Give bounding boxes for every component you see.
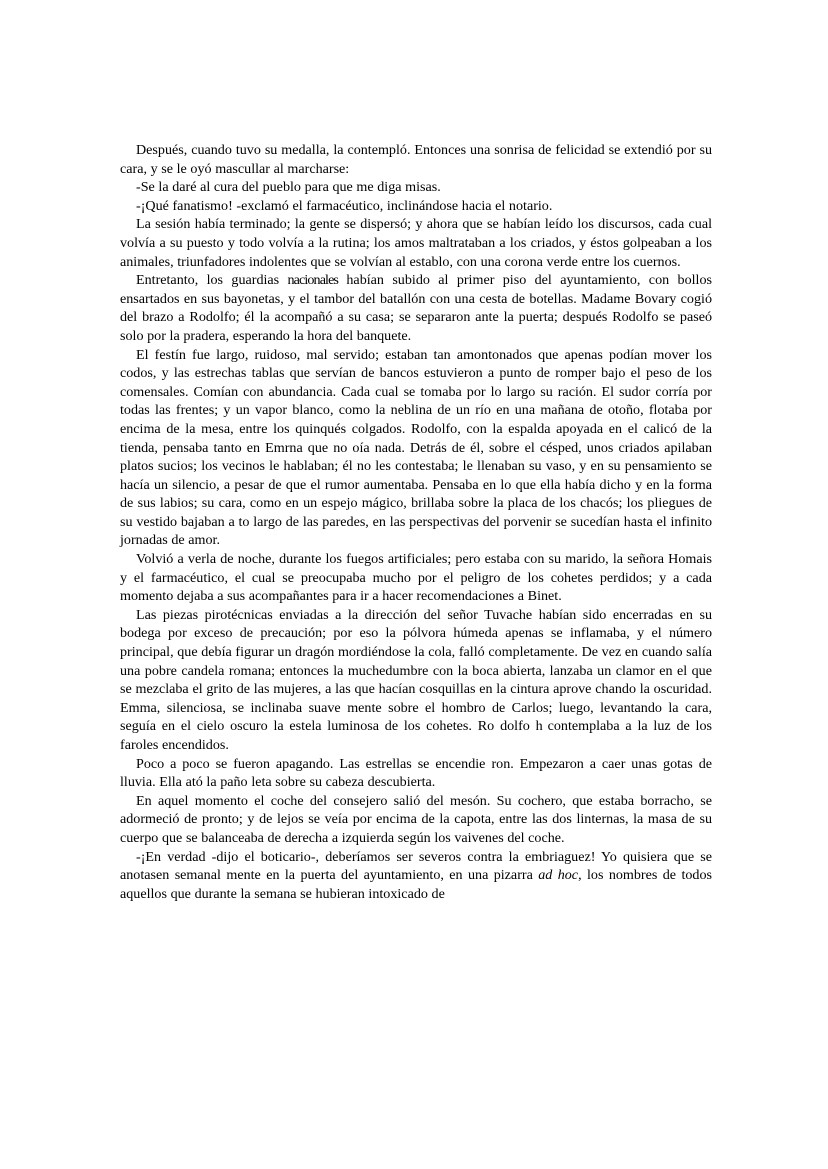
paragraph: En aquel momento el coche del consejero salió del mesón. Su cochero, que estaba borracho, se adormeció de pronto; y de lejos se veía por encima de la capota, entre las dos linternas, la masa de su cuerpo que se balanceaba de derecha a izquierda según los vaivenes del coche. — [120, 792, 712, 846]
paragraph-text-segment: contemplaba a la luz de los faroles encendidos. — [120, 718, 713, 753]
paragraph-text-segment: mente en la puerta del ayuntamiento, en una pizarra — [226, 867, 539, 884]
paragraph-text-segment: ron. Empezaron a caer unas gotas de lluvia. Ella ató la paño — [120, 755, 713, 791]
paragraph-dialogue: -¡Qué fanatismo! -exclamó el farmacéutico, inclinándose hacia el notario. — [136, 197, 553, 214]
paragraph-text-segment: leta sobre su cabeza descubierta. — [251, 774, 436, 791]
paragraph-last — [120, 848, 712, 904]
paragraph-text-segment: Poco a poco se fueron apagando. Las estrellas se encendie — [136, 755, 486, 772]
paragraph-text-segment: , los nombres de todos aquellos que durante la semana se hubieran intoxicado de — [120, 867, 712, 902]
paragraph-text-segment: dolfo — [500, 718, 536, 735]
paragraph-text-segment: habían subido al primer piso del ayuntamiento, con bollos ensartados en sus bayonetas, y el tambor del batallón con una cesta de botellas. Madame Bovary cogió del brazo a Rodolfo; él la acompañó a su casa; se separaron ante la puerta; después Rodolfo se paseó solo por la pradera, esperando la hora del banquete. — [120, 272, 712, 344]
paragraph: El festín fue largo, ruidoso, mal servido; estaban tan amontonados que apenas podían mover los codos, y las estrechas tablas que servían de bancos estuvieron a punto de romper bajo el peso de los comensales. Comían con abundancia. Cada cual se tomaba por lo largo su ración. El sudor corría por todas las frentes; y un vapor blanco, como la neblina de un río en una mañana de otoño, flotaba por encima de la mesa, entre los quinqués colgados. Rodolfo, con la espalda apoyada en el calicó de la tienda, pensaba tanto en Emrna que no oía nada. Detrás de él, sobre el césped, unos criados apilaban platos sucios; los vecinos le hablaban; él no les contestaba; le llenaban su vaso, y en su pensamiento se hacía un silencio, a pesar de que el rumor aumentaba. Pensaba en lo que ella había dicho y en la forma de sus labios; su cara, como en un espejo mágico, brillaba sobre la placa de los chacós; los pliegues de su vestido bajaban a to largo de las paredes, en las perspectivas del porvenir se sucedían hasta el infinito jornadas de amor. — [120, 346, 712, 549]
paragraph-dialogue: -Se la daré al cura del pueblo para que me diga misas. — [136, 179, 441, 196]
paragraph-text-segment: chando la oscuridad. Emma, silenciosa, se inclinaba suave — [120, 681, 712, 716]
paragraph — [120, 271, 712, 345]
paragraph-text-segment: Entretanto, los guardias — [136, 272, 288, 289]
latin-phrase-italic: ad hoc — [538, 867, 579, 884]
paragraph-text-segment: Las piezas pirotécnicas enviadas a la dirección del señor Tuvache habían sido encerradas en su bodega por exceso de precaución; por eso la pólvora húmeda apenas se inflamaba, y el número principal, que debía figurar un dragón mordiéndose la cola, falló completamente. De vez en cuando salía una pobre candela romana; entonces la muchedumbre con la boca abierta, lanzaba un clamor en el que se mezclaba el grito de las mujeres, a las que hacían cosquillas en la cintura aprove — [120, 606, 712, 698]
paragraph-text-segment: mente sobre el hombro de Carlos; luego, levantando la cara, seguía en el cielo oscuro la estela luminosa de los cohetes. Ro — [120, 699, 712, 735]
paragraph: La sesión había terminado; la gente se dispersó; y ahora que se habían leído los discursos, cada cual volvía a su puesto y todo volvía a la rutina; los amos maltrataban a los criados, y éstos golpeaban a los animales, triunfadores indolentes que se volvían al establo, con una corona verde entre los cuernos. — [120, 216, 712, 270]
paragraph — [120, 606, 712, 755]
paragraph: Volvió a verla de noche, durante los fuegos artificiales; pero estaba con su marido, la señora Homais y el farmacéutico, el cual se preocupaba mucho por el peligro de los cohetes perdidos; y a cada momento dejaba a sus acompañantes para ir a hacer recomendaciones a Binet. — [120, 551, 712, 605]
paragraph: Después, cuando tuvo su medalla, la contempló. Entonces una sonrisa de felicidad se extendió por su cara, y se le oyó mascullar al marcharse: — [120, 142, 712, 177]
paragraph — [120, 755, 712, 792]
ocr-kerning-artifact: nacionales — [287, 272, 339, 289]
ocr-glyph-artifact: h — [535, 718, 542, 735]
text-column — [120, 141, 712, 903]
paragraph-text-segment: -¡En verdad -dijo el boticario-, deberíamos ser severos contra la embriaguez! Yo quisiera que se anotasen semanal — [120, 848, 712, 884]
